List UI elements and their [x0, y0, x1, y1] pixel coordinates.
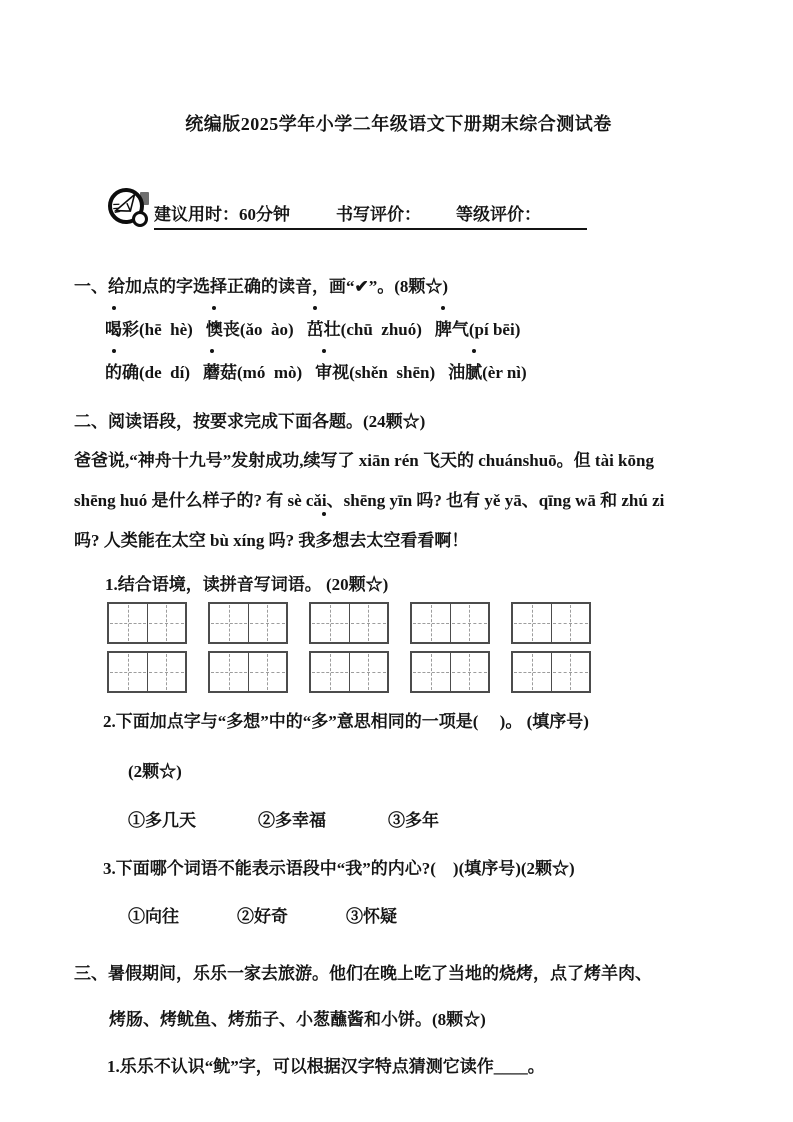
dotted-word-entry: 脾气(pí bēi): [435, 315, 520, 340]
section2-q2-score: (2颗☆): [128, 762, 182, 781]
writing-grid-cell[interactable]: [147, 653, 186, 691]
page-title: 统编版2025学年小学二年级语文下册期末综合测试卷: [185, 114, 612, 134]
dotted-word-entry: 油腻(èr nì): [448, 358, 527, 383]
dotted-character: 蘑: [203, 358, 220, 383]
writing-grid-row: [107, 651, 723, 693]
section1-word-row-2: [105, 345, 723, 383]
writing-grid-cell[interactable]: [412, 653, 450, 691]
writing-grid-cell[interactable]: [450, 653, 489, 691]
dotted-character: 懊: [206, 315, 223, 340]
paper-plane-badge-icon: [106, 186, 154, 230]
writing-grid-cell[interactable]: [311, 653, 349, 691]
writing-grid-cell[interactable]: [551, 604, 590, 642]
section3-q1: 1.乐乐不认识“鱿”字，可以根据汉字特点猜测它读作____。: [107, 1057, 545, 1076]
writing-grid-cell[interactable]: [349, 604, 388, 642]
writing-grid-cell[interactable]: [109, 604, 147, 642]
writing-grid-row: [107, 602, 723, 644]
dotted-word-entry: 茁壮(chū zhuó): [307, 315, 422, 340]
writing-grid-box[interactable]: [208, 602, 288, 644]
writing-grid-cell[interactable]: [513, 653, 551, 691]
writing-grid-box[interactable]: [511, 651, 591, 693]
dotted-character: 多: [315, 521, 332, 561]
writing-grid-cell[interactable]: [210, 604, 248, 642]
exam-info-bar: [106, 186, 723, 230]
dotted-word-entry: 的确(de dí): [105, 358, 190, 383]
dotted-character: 脾: [435, 315, 452, 340]
grade-eval-label: 等级评价：: [456, 205, 541, 224]
writing-grid-box[interactable]: [410, 602, 490, 644]
section2-q2-stem: 2.下面加点字与“多想”中的“多”意思相同的一项是( )。 (填序号): [103, 712, 589, 731]
section2-q2-options: [128, 806, 723, 831]
pinyin-writing-grid: [74, 602, 723, 693]
paragraph-line: 爸爸说,“神舟十九号”发射成功,续写了 xiān rén 飞天的 chuánshuō。但 tài kōng: [74, 451, 654, 470]
writing-grid-cell[interactable]: [551, 653, 590, 691]
writing-grid-cell[interactable]: [210, 653, 248, 691]
writing-grid-box[interactable]: [208, 651, 288, 693]
option-item: ①向往: [128, 907, 179, 926]
writing-grid-cell[interactable]: [412, 604, 450, 642]
dotted-character: 喝: [105, 315, 122, 340]
writing-grid-cell[interactable]: [248, 604, 287, 642]
dotted-word-entry: 懊丧(ǎo ào): [206, 315, 294, 340]
option-item: ①多几天: [128, 811, 196, 830]
section2-q1-label: 1.结合语境，读拼音写词语。 (20颗☆): [105, 575, 389, 594]
writing-grid-cell[interactable]: [513, 604, 551, 642]
writing-grid-box[interactable]: [410, 651, 490, 693]
writing-grid-cell[interactable]: [311, 604, 349, 642]
section1-word-row-1: [105, 302, 723, 340]
dotted-character: 审: [315, 358, 332, 383]
paragraph-line: shēng huó 是什么样子的? 有 sè cǎi、shēng yīn 吗? 也有 yě yā、qīng wā 和 zhú zi: [74, 491, 665, 510]
section1-heading: 一、给加点的字选择正确的读音，画“✔”。(8颗☆): [74, 277, 449, 296]
paragraph-line: 吗? 人类能在太空 bù xíng 吗? 我多想去太空看看啊！: [74, 521, 723, 561]
section3-line-2: 烤肠、烤鱿鱼、烤茄子、小葱蘸酱和小饼。(8颗☆): [109, 1010, 486, 1029]
section2-q3-stem: 3.下面哪个词语不能表示语段中“我”的内心?( )(填序号)(2颗☆): [103, 859, 575, 878]
option-item: ②多幸福: [258, 811, 326, 830]
writing-grid-box[interactable]: [309, 602, 389, 644]
dotted-character: 茁: [307, 315, 324, 340]
section2-paragraph: [74, 441, 723, 561]
dotted-character: 腻: [465, 358, 482, 383]
writing-grid-cell[interactable]: [450, 604, 489, 642]
option-item: ③多年: [388, 811, 439, 830]
option-item: ②好奇: [237, 907, 288, 926]
dotted-word-entry: 审视(shěn shēn): [315, 358, 435, 383]
writing-grid-box[interactable]: [107, 651, 187, 693]
duration-label: 建议用时：60分钟: [154, 205, 290, 224]
dotted-word-entry: 喝彩(hē hè): [105, 315, 193, 340]
section2-q3-options: [128, 902, 723, 927]
writing-grid-box[interactable]: [511, 602, 591, 644]
writing-grid-cell[interactable]: [248, 653, 287, 691]
option-item: ③怀疑: [346, 907, 397, 926]
exam-info-text: [154, 200, 587, 230]
handwriting-eval-label: 书写评价：: [336, 205, 421, 224]
writing-grid-cell[interactable]: [109, 653, 147, 691]
writing-grid-box[interactable]: [107, 602, 187, 644]
writing-grid-cell[interactable]: [349, 653, 388, 691]
section2-heading: 二、阅读语段，按要求完成下面各题。(24颗☆): [74, 412, 426, 431]
section3-line-1: 三、暑假期间，乐乐一家去旅游。他们在晚上吃了当地的烧烤，点了烤羊肉、: [74, 964, 652, 983]
dotted-character: 的: [105, 358, 122, 383]
dotted-word-entry: 蘑菇(mó mò): [203, 358, 302, 383]
writing-grid-cell[interactable]: [147, 604, 186, 642]
writing-grid-box[interactable]: [309, 651, 389, 693]
